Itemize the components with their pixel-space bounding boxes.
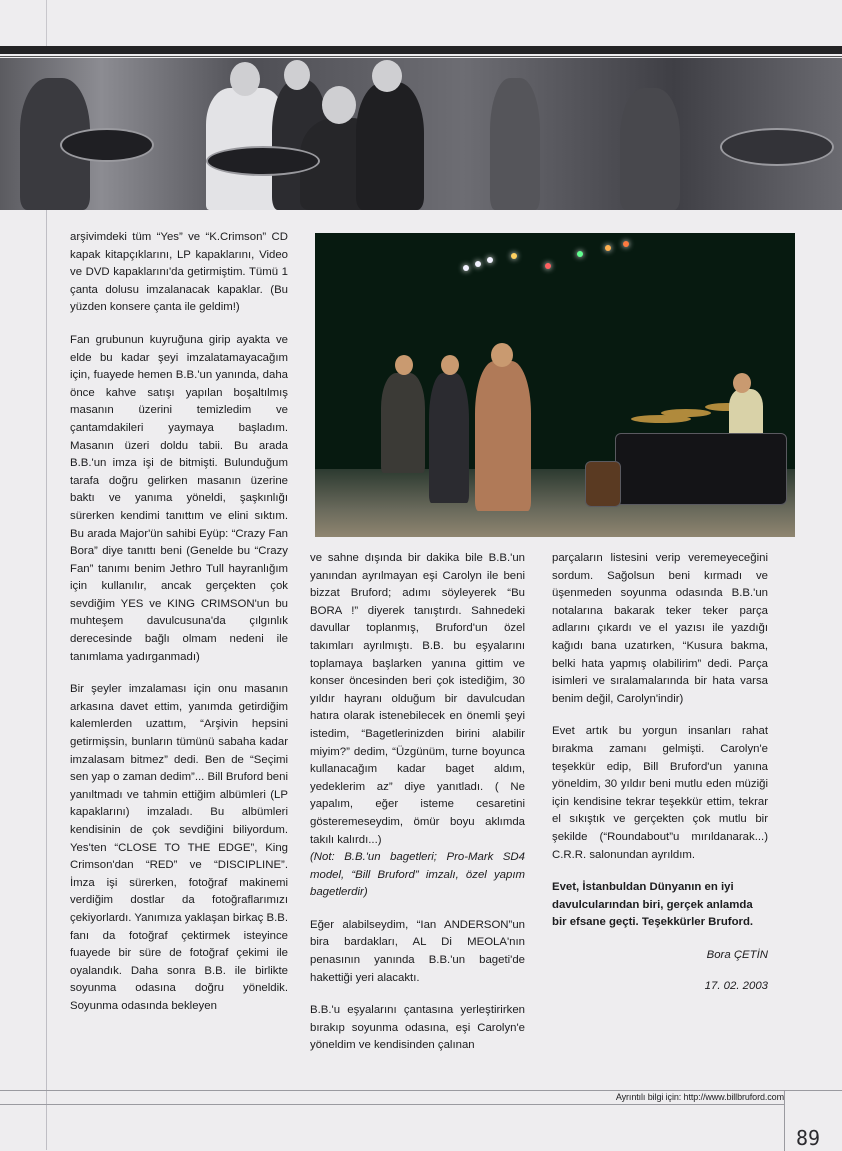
stage-light xyxy=(623,241,629,247)
paragraph: Evet artık bu yorgun insanları rahat bırakma zamanı gelmişti. Carolyn'e teşekkür edip, Bill Bruford'un yanına yöneldim, 30 yıldır beni mutlu eden müziği için kendisine tekrar teşekkür ettim, tekrar el sıkıştık ve gerçekten çok mutlu bir şekilde (“Roundabout”u mırıldanarak...) C.R.R. salonundan ayrıldım. xyxy=(552,725,768,861)
article-column-2 xyxy=(310,550,525,1070)
article-column-3 xyxy=(552,550,768,1009)
banner-face xyxy=(322,86,356,124)
article-date: 17. 02. 2003 xyxy=(704,979,768,992)
drummer-head xyxy=(733,373,751,393)
banner-figure xyxy=(490,78,540,210)
drumstick-note: (Not: B.B.'un bagetleri; Pro-Mark SD4 model, “Bill Bruford” imzalı, özel yapım bagetlerdir) xyxy=(310,851,525,899)
header-rule-thin xyxy=(0,56,842,57)
header-rule xyxy=(0,46,842,54)
paragraph: Eğer alabilseydim, “Ian ANDERSON”un bira bardakları, AL Di MEOLA'nın penasının yanında B.B.'un bageti'de hakettiği yeri alacaktı. xyxy=(310,918,525,984)
article-column-1 xyxy=(70,229,288,1031)
drum-kit xyxy=(615,433,787,505)
performer-head xyxy=(491,343,513,367)
closing-statement: Evet, İstanbuldan Dünyanın en iyi davulcularından biri, gerçek anlamda bir efsane geçti. Teşekkürler Bruford. xyxy=(552,881,754,929)
performer xyxy=(429,373,469,503)
paragraph: ve sahne dışında bir dakika bile B.B.'un yanından ayrılmayan eşi Carolyn ile beni bizzat Bruford; adımı söyleyerek “Bu BORA !” diyerek tanıştırdı. Sahnedeki davullar toplanmış, Bruford'un özel takımları ayrılmıştı. B.B. bu eşyalarını toplamaya başlarken yanına gittim ve konser öncesinden beri çok istediğim, 30 yıldır hayranı olduğum bir davulcudan hatıra olarak istenebilecek en önemli şeyi istedim, “Bagetlerinizden birini alabilir miyim?” dedim, “Üzgünüm, turne boyunca kullanacağım kadar baget aldım, yedeklerim az” diye yanıtladı. ( Ne yapalım, eğer isteme cesaretini gösteremeseydim, ömür boyu aklımda takılı kalırdı...) xyxy=(310,552,525,846)
paragraph: arşivimdeki tüm “Yes” ve “K.Crimson” CD kapak kitapçıklarını, LP kapaklarını, Video ve DVD kapaklarını'da getirmiştim. Tümü 1 çanta dolusu imzalanacak kapaklar. (Bu yüzden konsere çanta ile geldim!) xyxy=(70,231,288,314)
performer-head xyxy=(395,355,413,375)
concert-photo xyxy=(315,233,795,537)
banner-drum xyxy=(60,128,154,162)
footer-rule-lower xyxy=(0,1104,784,1105)
banner-figure xyxy=(356,82,424,210)
stage-light xyxy=(605,245,611,251)
performer xyxy=(381,373,425,473)
stage-light xyxy=(511,253,517,259)
paragraph: Fan grubunun kuyruğuna girip ayakta ve elde bu kadar şeyi imzalatamayacağım için, fuayede hemen B.B.'un yanında, daha önce kahve satışı yapılan boşaltılmış masanın üzerini temizledim ve çantamdakileri yaymaya başladım. Masanın üzeri doldu tabii. Bu arada B.B.'un imza işi de bitmişti. Bulunduğum tarafa doğru gelirken masanın üzerine baktı ve yanıma yöneldi, şaşkınlığı sürerken kendimi tanıttım ve elini sıktım. Bu arada Major'ün sahibi Eyüp: “Crazy Fan Bora” diye tanıttı beni (Genelde bu “Crazy Fan” tanımı benim Jethro Tull hayranlığım için kullanılır, ancak gerçekten çok sevdiğim YES ve KING CRIMSON'un bu muhteşem davulcusuna'da çılgınlık derecesinde bağlı olmam nedeni ile tanımlama yadırganmadı) xyxy=(70,333,288,663)
paragraph: Bir şeyler imzalaması için onu masanın arkasına davet ettim, yanımda getirdiğim kalemlerden uzattım, “Arşivin hepsini getirmişsin, bunların tümünü sabaha kadar imzalasam bitmez” dedi. Ben de “Seçimi sen yap o zaman dedim”... Bill Bruford beni yanıltmadı ve tahmin ettiğim albümleri (LP kapaklarını) imzaladı. Bu albümleri kendisinin de çok sevdiğini biliyordum. Yes'ten “CLOSE TO THE EDGE”, King Crimson'dan “RED” ve “DISCIPLINE”. İmza işi sürerken, fotoğraf makinemi verdiğim dostlar da fotoğraflarımızı çekiyorlardı. Yanımıza yaklaşan birkaç B.B. fanı da fotoğraf çektirmek isteyince fuayede bir süre de fotoğraf çekimi ile oyalandık. Daha sonra B.B. ile birlikte soyunma odasına doğru yöneldik. Soyunma odasında bekleyen xyxy=(70,683,288,1012)
cymbal xyxy=(661,409,711,417)
banner-face xyxy=(284,60,310,90)
banner-drum xyxy=(206,146,320,176)
banner-drum xyxy=(720,128,834,166)
footer-rule xyxy=(0,1090,842,1091)
band-banner-photo xyxy=(0,58,842,210)
drummer xyxy=(729,389,763,439)
stage-light xyxy=(463,265,469,271)
banner-face xyxy=(230,62,260,96)
banner-figure xyxy=(620,88,680,210)
stage-light xyxy=(545,263,551,269)
margin-rule xyxy=(46,210,47,1150)
page-number: 89 xyxy=(796,1126,821,1150)
margin-rule-top xyxy=(46,0,47,46)
banner-face xyxy=(372,60,402,92)
stage-light xyxy=(487,257,493,263)
stage-light xyxy=(475,261,481,267)
author-name: Bora ÇETİN xyxy=(706,948,768,961)
performer xyxy=(475,361,531,511)
drum xyxy=(585,461,621,507)
stage-light xyxy=(577,251,583,257)
paragraph: parçaların listesini verip veremeyeceğini sordum. Sağolsun beni kırmadı ve üşenmeden soyunma odasında B.B.'un notalarına bakarak teker teker parça adlarını çıkardı ve el yazısı ile yazdığı kağıdı bana uzatırken, “Kusura bakma, belki hata yapmış olabilirim” dedi. Parça isimleri ve sıralamalarında bir hata varsa benim değil, Carolyn'indir) xyxy=(552,552,768,705)
page-number-frame xyxy=(784,1090,785,1151)
performer-head xyxy=(441,355,459,375)
footer-website-link[interactable]: Ayrıntılı bilgi için: http://www.billbruford.com xyxy=(615,1092,784,1102)
paragraph: B.B.'u eşyalarını çantasına yerleştirirken bırakıp soyunma odasına, eşi Carolyn'e yöneldim ve kendisinden çalınan xyxy=(310,1004,525,1052)
